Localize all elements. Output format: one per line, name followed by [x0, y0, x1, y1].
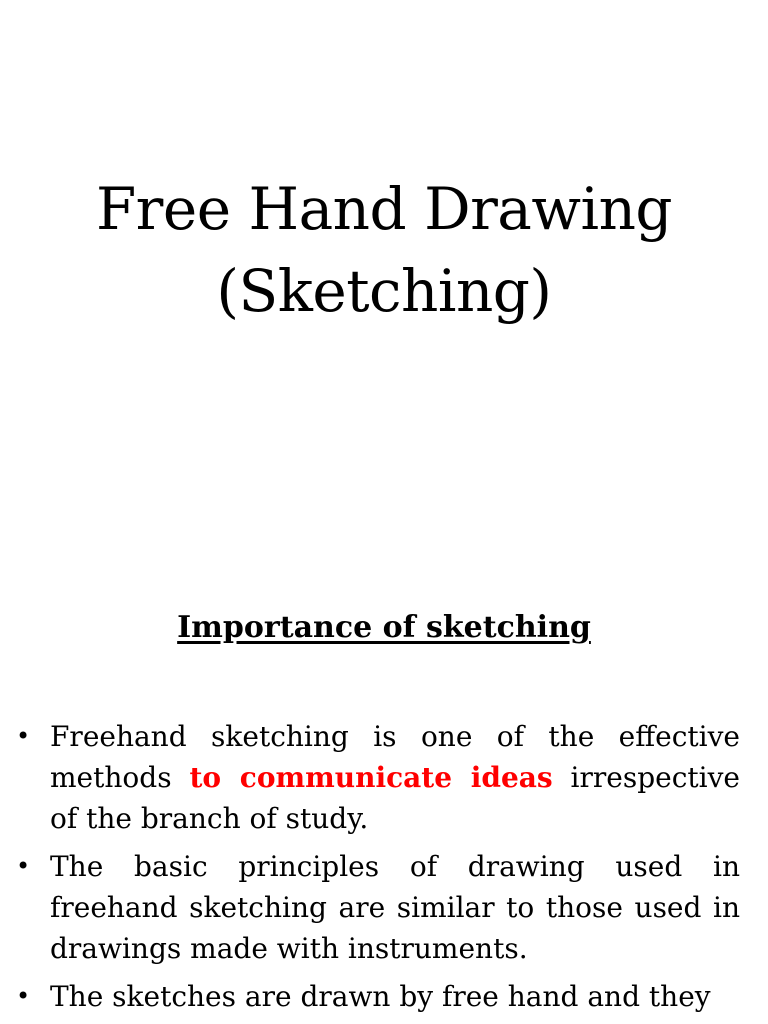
section-heading: Importance of sketching [177, 610, 591, 645]
bullet-text: The sketches are drawn by free hand and they [50, 980, 711, 1013]
bullet-icon: • [16, 982, 31, 1010]
bullet-text-end: irrespective of the branch of study. [50, 761, 740, 835]
slide-title [0, 168, 768, 332]
bullet-text: The basic principles of drawing used in freehand sketching are similar to those used in drawings made with instruments. [50, 850, 740, 965]
bullet-icon: • [16, 722, 31, 750]
bullet-item [16, 846, 740, 969]
bullet-text-start: Freehand sketching is one of the effective methods [50, 720, 740, 794]
bullet-highlight: to communicate ideas [189, 761, 553, 794]
bullet-item [16, 716, 740, 839]
bullet-icon: • [16, 852, 31, 880]
bullet-item [16, 976, 740, 1017]
slide-title-line-1: Free Hand Drawing [95, 175, 673, 243]
bullet-list [16, 716, 740, 1024]
slide-title-line-2: (Sketching) [216, 257, 552, 325]
